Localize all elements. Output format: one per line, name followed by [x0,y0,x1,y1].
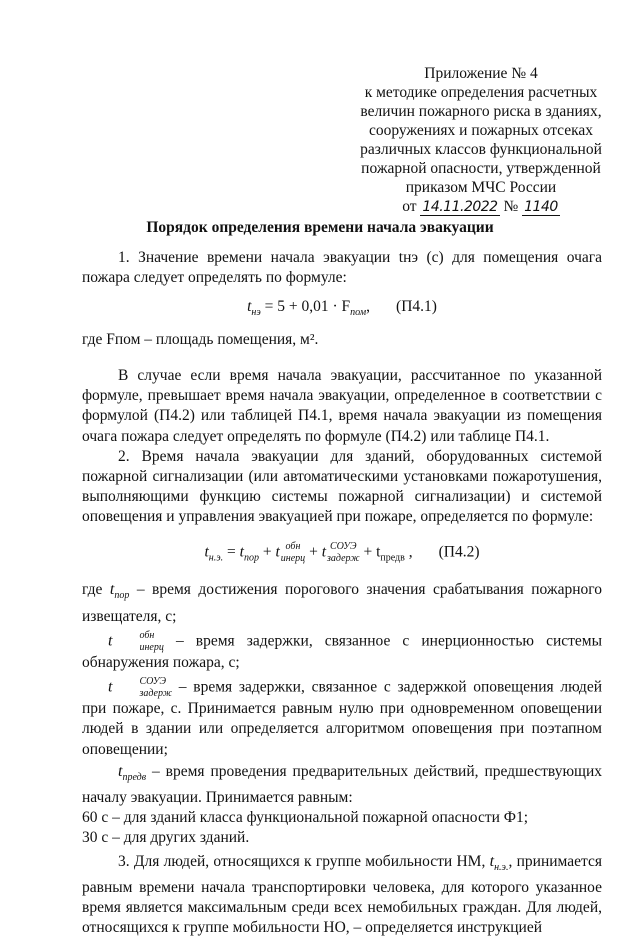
case-other: 30 с – для других зданий. [82,829,250,847]
definition-symbol: t [118,762,123,780]
appendix-line: различных классов функциональной [360,141,602,158]
formula-symbol: t [275,543,280,561]
definition-symbol: t [489,852,495,870]
order-number-handwritten: 1140 [524,199,558,215]
document-title: Порядок определения времени начала эвакуации [146,219,494,236]
formula-punct: , [404,543,413,561]
formula-subscript: пом [350,307,367,319]
case-f1: 60 с – для зданий класса функциональной пожарной опасности Ф1; [82,809,529,827]
order-number-label: № [503,198,519,215]
definition-t-inerts: t обн инерц – время задержки, связанное с инерционностью системы обнаружения пожара, с; [82,629,602,671]
formula-symbol: t [239,543,244,561]
appendix-line: величин пожарного риска в зданиях, [360,103,602,120]
paragraph-1: 1. Значение времени начала эвакуации tнэ (с) для помещения очага пожара следует определять по формуле: [82,249,602,287]
paragraph-3: 2. Время начала эвакуации для зданий, оборудованных системой пожарной сигнализации (или автоматическими установками пожаротушения, выполняющими функцию системы пожарной сигнализации) и системой оповещения и управления эвакуацией при пожаре, определяется по формуле: [82,447,602,526]
formula-number: (П4.2) [438,543,480,561]
formula-operator: + [359,543,377,561]
formula-symbol: t [204,543,209,561]
formula-p4-2 [82,542,602,569]
formula-operator: + [258,543,276,561]
formula-subscript: н.э. [208,552,224,564]
formula-operator: = [223,543,240,561]
document-body [82,248,602,939]
definition-t-predv: $t_{предв}$ – время проведения предварительных действий, предшествующих началу эвакуации. Принимается равным: [82,762,603,806]
formula-subscript: пор [243,552,259,564]
appendix-line: Приложение № 4 [424,65,538,82]
formula-subscript: предв [380,552,405,564]
formula-punct: , [366,298,371,316]
formula-subscript: нэ [251,307,261,319]
paragraph-2: В случае если время начала эвакуации, рассчитанное по указанной формуле, превышает время начала эвакуации, определенное в соответствии с формулой (П4.2) или таблицей П4.1, время начала эвакуации из помещения очага пожара следует определять по формуле (П4.2) или таблице П4.1. [82,366,602,445]
appendix-line: приказом МЧС России [405,179,557,196]
definition-symbol: t [108,632,113,650]
order-date-line [355,197,607,217]
formula-number: (П4.1) [396,298,437,316]
order-date-label: от [402,198,417,215]
where-area: где Fпом – площадь помещения, м². [82,330,319,348]
formula-p4-1 [82,297,602,323]
appendix-line: пожарной опасности, утвержденной [361,160,601,177]
formula-supsub: СОУЭ задерж [327,540,360,564]
definition-t-por: где $t_{пор}$ – время достижения порогового значения срабатывания пожарного извещателя, с; [82,581,603,625]
definition-symbol: t [108,678,113,696]
formula-symbol: t [321,543,326,561]
formula-operator: + [305,543,322,561]
definition-t-zaderzh: t СОУЭ задерж – время задержки, связанное с задержкой оповещения людей при пожаре, с. Принимается равным нулю при одновременном оповещении людей в здании или определяется алгоритмом оповещения при поэтапном оповещении; [82,676,602,758]
paragraph-4: 3. Для людей, относящихся к группе мобильности НМ, $t_{н.э.}$, принимается равным времени начала транспортировки человека, для которого указанное время является максимальным среди всех немобильных граждан. Для людей, относящихся к группе мобильности НО, – определяется инструкцией [82,852,602,937]
definition-symbol: t [109,581,115,599]
appendix-line: сооружениях и пожарных отсеках [368,122,594,139]
formula-symbol: t [376,543,381,561]
formula-supsub: обн инерц [280,540,306,564]
formula-symbol: t [247,298,252,316]
order-date-handwritten: 14.11.2022 [422,199,498,215]
formula-expression: = 5 + 0,01 · F [260,298,351,316]
appendix-header [355,64,607,217]
appendix-line: к методике определения расчетных [364,84,598,101]
